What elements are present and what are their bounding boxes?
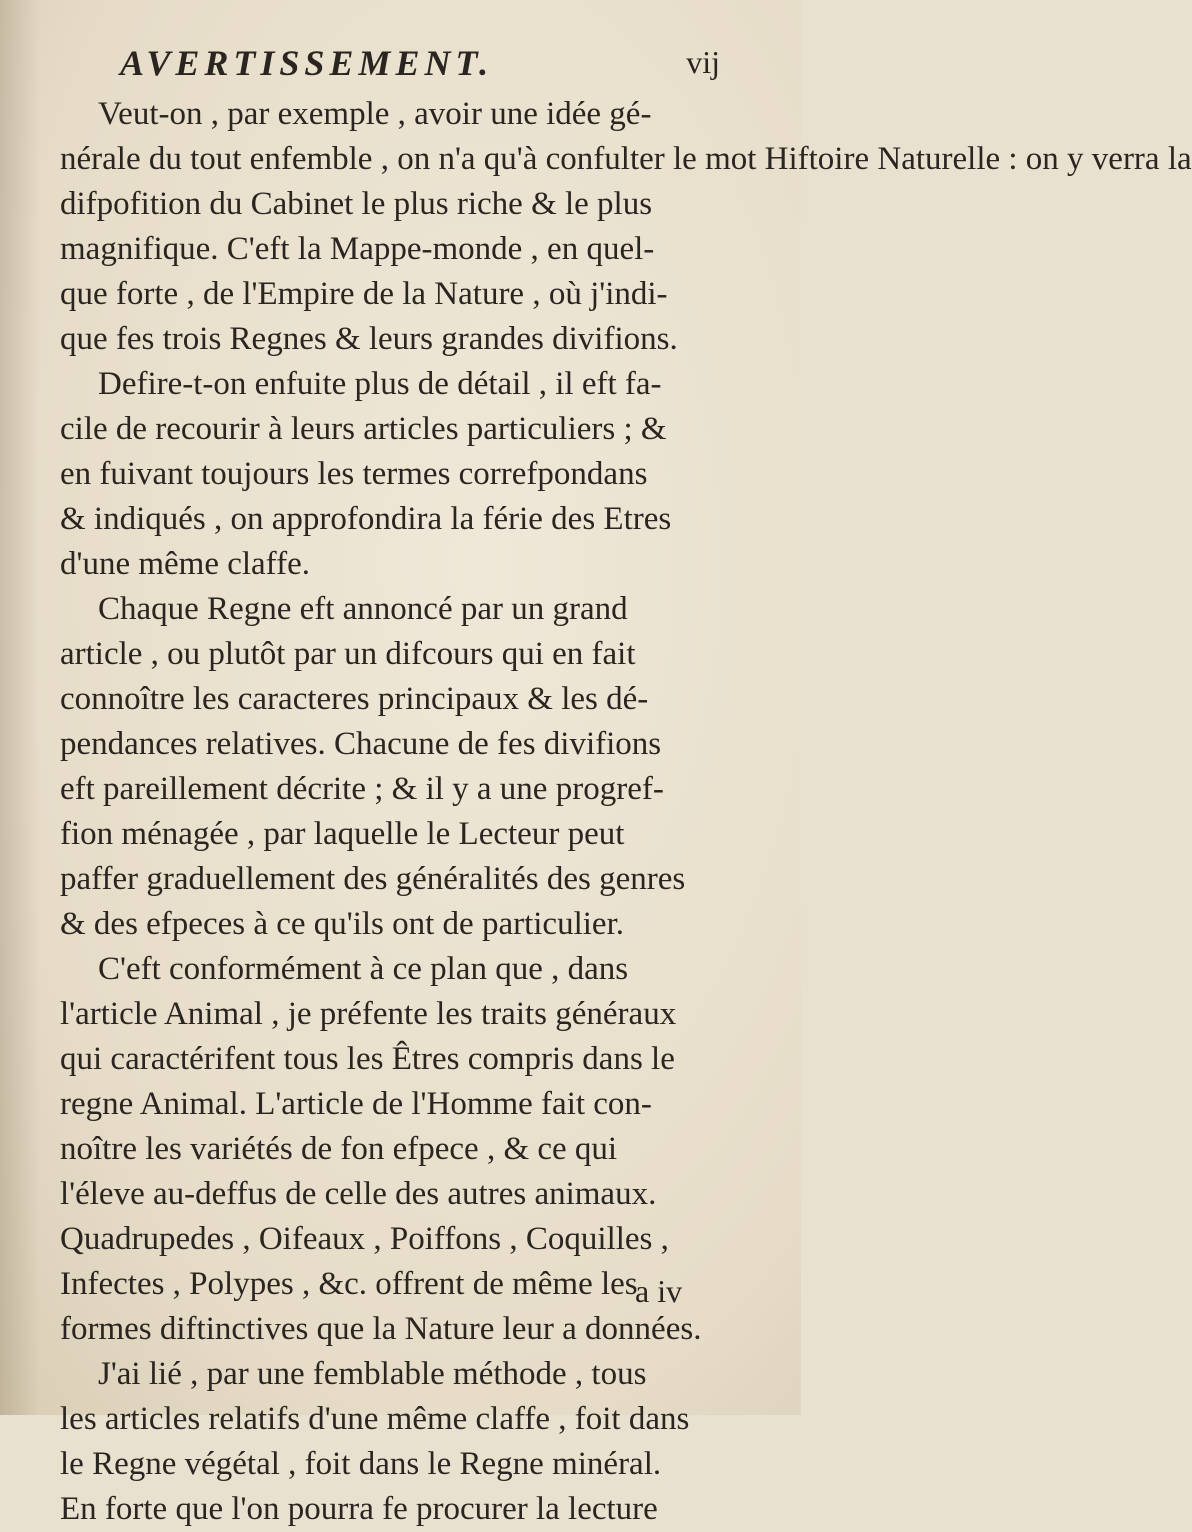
text-line: Quadrupedes , Oifeaux , Poiffons , Coquilles ,: [60, 1221, 669, 1257]
text-line: formes diftinctives que la Nature leur a données.: [60, 1311, 702, 1347]
running-title: AVERTISSEMENT.: [120, 43, 494, 83]
text-line: l'éleve au-deffus de celle des autres animaux.: [60, 1176, 657, 1212]
text-line: regne Animal. L'article de l'Homme fait con-: [60, 1086, 652, 1122]
text-line: nérale du tout enfemble , on n'a qu'à confulter le mot Hiftoire Naturelle : on y verra la: [60, 141, 1192, 177]
text-line: eft pareillement décrite ; & il y a une progref-: [60, 771, 664, 807]
text-line: article , ou plutôt par un difcours qui en fait: [60, 636, 636, 672]
text-line: Chaque Regne eft annoncé par un grand: [98, 591, 628, 627]
page-header: [120, 42, 720, 86]
text-line: C'eft conformément à ce plan que , dans: [98, 951, 629, 987]
text-line: que fes trois Regnes & leurs grandes divifions.: [60, 321, 678, 357]
text-line: noître les variétés de fon efpece , & ce qui: [60, 1131, 618, 1167]
text-line: Veut-on , par exemple , avoir une idée gé-: [98, 96, 652, 132]
text-line: d'une même claffe.: [60, 546, 310, 582]
text-line: cile de recourir à leurs articles particuliers ; &: [60, 411, 667, 447]
text-line: J'ai lié , par une femblable méthode , tous: [98, 1356, 647, 1392]
text-line: difpofition du Cabinet le plus riche & le plus: [60, 186, 653, 222]
text-line: pendances relatives. Chacune de fes divifions: [60, 726, 662, 762]
text-line: Infectes , Polypes , &c. offrent de même les: [60, 1266, 638, 1302]
text-line: en fuivant toujours les termes correfpondans: [60, 456, 648, 492]
text-line: le Regne végétal , foit dans le Regne minéral.: [60, 1446, 662, 1482]
text-line: que forte , de l'Empire de la Nature , où j'indi-: [60, 276, 668, 312]
text-line: magnifique. C'eft la Mappe-monde , en quel-: [60, 231, 655, 267]
text-line: qui caractérifent tous les Êtres compris dans le: [60, 1041, 675, 1077]
text-line: En forte que l'on pourra fe procurer la lecture: [60, 1491, 658, 1527]
text-line: & des efpeces à ce qu'ils ont de particulier.: [60, 906, 624, 942]
text-line: fion ménagée , par laquelle le Lecteur peut: [60, 816, 625, 852]
page-number: vij: [686, 44, 720, 80]
body-text: [60, 92, 1192, 1532]
text-line: Defire-t-on enfuite plus de détail , il eft fa-: [98, 366, 662, 402]
text-line: paffer graduellement des généralités des genres: [60, 861, 686, 897]
page-edge-shadow: [0, 0, 40, 1415]
text-line: les articles relatifs d'une même claffe , foit dans: [60, 1401, 690, 1437]
text-line: connoître les caracteres principaux & les dé-: [60, 681, 649, 717]
signature-mark: a iv: [635, 1273, 683, 1309]
text-line: & indiqués , on approfondira la férie des Etres: [60, 501, 672, 537]
text-line: l'article Animal , je préfente les traits généraux: [60, 996, 677, 1032]
